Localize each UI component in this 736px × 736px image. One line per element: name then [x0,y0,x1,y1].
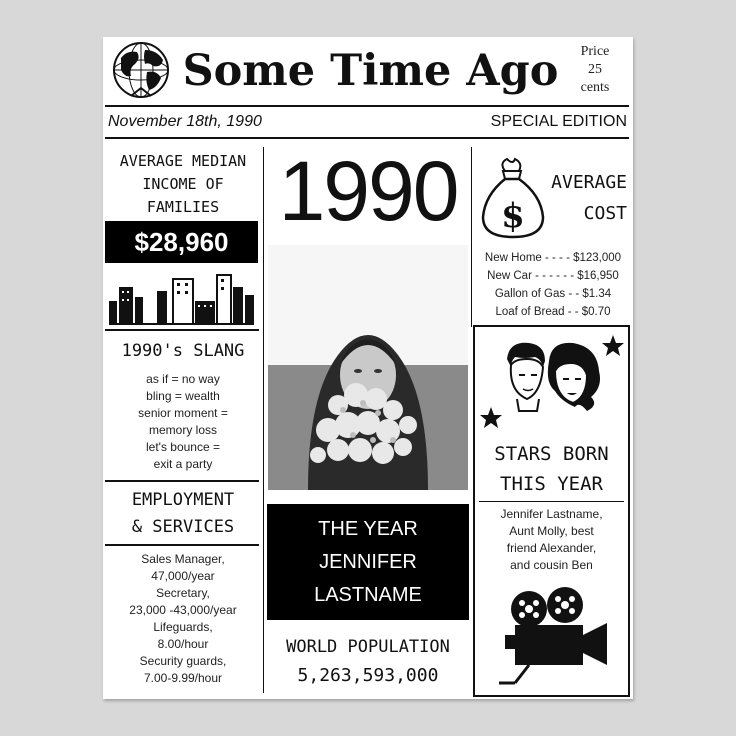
city-skyline-icon [109,271,254,325]
price-unit: cents [580,80,610,95]
stars-heading-line1: STARS BORN [494,443,609,465]
employment-line: 23,000 -43,000/year [129,603,237,617]
employment-line: Lifeguards, [153,620,213,634]
slang-line: memory loss [148,423,217,437]
column-divider-left [263,147,264,693]
income-heading-line3: FAMILIES [146,198,220,216]
stars-line: Aunt Molly, best [509,524,594,538]
slang-heading: 1990's SLANG [121,341,245,361]
masthead-rule [105,105,629,107]
stars-heading-line2: THIS YEAR [500,473,603,495]
column-divider-right [471,147,472,327]
employment-line: Sales Manager, [141,552,225,566]
stars-line: and cousin Ben [510,558,593,572]
employment-list [103,551,263,687]
price-value: 25 [588,62,602,77]
employment-line: 8.00/hour [157,637,209,651]
employment-heading [103,487,263,541]
price-box [565,43,625,97]
film-camera-icon [495,587,617,687]
stars-line: Jennifer Lastname, [500,507,603,521]
stars-heading [475,439,628,499]
population-label: WORLD POPULATION [286,637,450,657]
income-value: $28,960 [105,221,258,263]
cost-item: Loaf of Bread - - $0.70 [495,306,611,318]
issue-date: November 18th, 1990 [108,113,262,130]
birth-line1: THE YEAR [318,518,418,540]
edition-label: SPECIAL EDITION [490,113,627,130]
slang-line: as if = no way [146,372,220,386]
stars-rule [479,501,624,502]
employment-line: 47,000/year [151,569,215,583]
employment-line: Security guards, [139,654,227,668]
slang-line: exit a party [153,457,213,471]
cost-list [473,249,633,321]
left-rule-1 [105,329,259,331]
slang-line: let's bounce = [145,440,220,454]
birth-line3: WAS BORN [313,617,423,639]
cost-item: New Home - - - - $123,000 [484,252,622,264]
svg-text:$: $ [501,196,525,236]
income-heading [103,150,263,219]
employment-heading-line1: EMPLOYMENT [131,490,235,510]
income-heading-line2: INCOME OF [142,175,224,193]
year-headline: 1990 [278,144,458,238]
birth-announcement [267,504,469,639]
globe-icon [111,40,171,100]
slang-list [103,371,263,473]
cost-heading [535,167,627,229]
employment-line: Secretary, [156,586,210,600]
portrait-photo [268,245,468,490]
employment-line: 7.00-9.99/hour [143,671,223,685]
cost-item: New Car - - - - - - $16,950 [487,270,619,282]
cost-item: Gallon of Gas - - $1.34 [494,288,612,300]
retro-couple-icon [479,331,627,435]
cost-heading-line2: COST [583,203,627,224]
left-rule-3 [105,544,259,546]
slang-line: bling = wealth [146,389,220,403]
cost-heading-line1: AVERAGE [551,172,627,193]
poster [103,37,633,699]
stars-line: friend Alexander, [506,541,597,555]
income-heading-line1: AVERAGE MEDIAN [119,152,247,170]
employment-heading-line2: & SERVICES [131,517,235,537]
masthead-title: Some Time Ago [182,46,559,96]
population-value: 5,263,593,000 [297,665,439,686]
slang-line: senior moment = [138,406,228,420]
left-rule-2 [105,480,259,482]
price-label: Price [580,44,610,59]
dateline-rule [105,137,629,139]
stars-list [475,506,628,574]
birth-line2: JENNIFER LASTNAME [314,551,422,606]
